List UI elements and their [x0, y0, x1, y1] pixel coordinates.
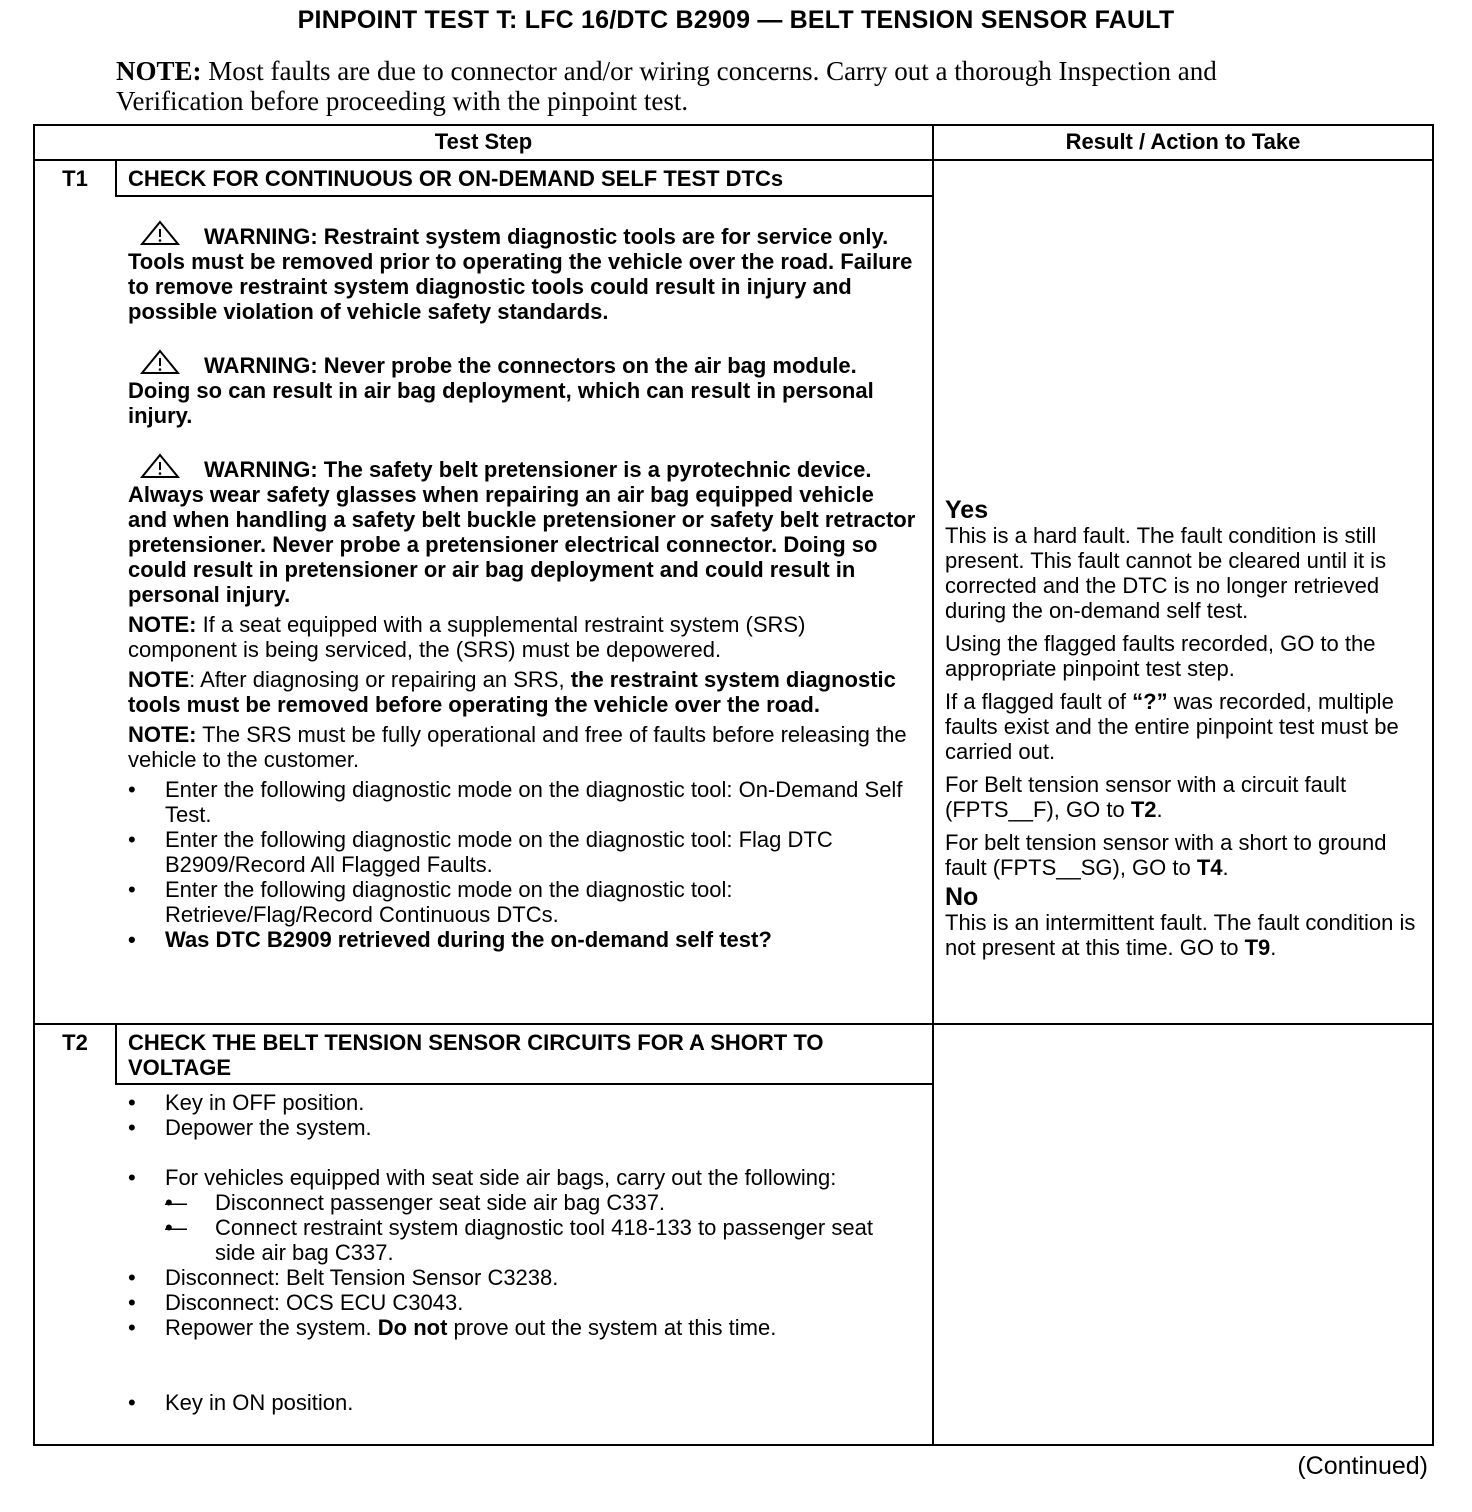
- step-title-t1: CHECK FOR CONTINUOUS OR ON-DEMAND SELF TEST DTCs: [128, 166, 784, 191]
- no-text-b: .: [1270, 935, 1277, 960]
- list-item: • Enter the following diagnostic mode on the diagnostic tool: Flag DTC B2909/Record All Flagged Faults.: [128, 827, 918, 877]
- warning-triangle-icon: [140, 453, 180, 479]
- list-item: • Enter the following diagnostic mode on the diagnostic tool: Retrieve/Flag/Record Continuous DTCs.: [128, 877, 918, 927]
- t2-bullet-list: [128, 1090, 918, 1415]
- no-text-a: This is an intermittent fault. The fault condition is not present at this time. GO to: [945, 910, 1416, 960]
- list-item: [128, 1315, 918, 1340]
- warning-1-text: WARNING: Restraint system diagnostic tools are for service only. Tools must be removed prior to operating the vehicle over the road. Failure to remove restraint system diagnostic tools could result in injury and possible violation of vehicle safety standards.: [128, 224, 913, 324]
- note-2-bold: the restraint system diagnostic tools must be removed before operating the vehicle over the road: [128, 667, 896, 717]
- id-divider-t1: [115, 160, 117, 197]
- note-1-label: NOTE:: [128, 612, 197, 637]
- list-item: • Key in ON position.: [128, 1390, 918, 1415]
- b6-text-b: prove out the system at this time.: [447, 1315, 777, 1340]
- t1-bullet-list: [128, 777, 918, 952]
- note-3-text: The SRS must be fully operational and free of faults before releasing the vehicle to the customer.: [128, 722, 907, 772]
- yes-text-4b: .: [1156, 797, 1163, 822]
- b6-text-a: Repower the system.: [165, 1315, 378, 1340]
- warning-2-text: WARNING: Never probe the connectors on the air bag module. Doing so can result in air bag deployment, which can result in personal injury.: [128, 353, 874, 428]
- step-id-t1: T1: [62, 166, 88, 191]
- yes-text-3b: was recorded, multiple faults exist and the entire pinpoint test must be carried out.: [945, 689, 1399, 764]
- column-divider: [932, 124, 934, 1446]
- list-item: • Disconnect: Belt Tension Sensor C3238.: [128, 1265, 918, 1290]
- t1-result: [945, 497, 1429, 960]
- yes-text-4a: For Belt tension sensor with a circuit fault (FPTS__F), GO to: [945, 772, 1347, 822]
- no-label: No: [945, 883, 979, 911]
- warning-1: [128, 220, 918, 324]
- intro-note-text: Most faults are due to connector and/or wiring concerns. Carry out a thorough Inspection and Verification before proceeding with the pinpoint test.: [116, 56, 1217, 116]
- warning-triangle-icon: [140, 220, 180, 246]
- list-item: • Disconnect: OCS ECU C3043.: [128, 1290, 918, 1315]
- yes-text-2: Using the flagged faults recorded, GO to the appropriate pinpoint test step.: [945, 631, 1376, 681]
- yes-text-3: [945, 689, 1429, 764]
- page-title: PINPOINT TEST T: LFC 16/DTC B2909 — BELT TENSION SENSOR FAULT: [297, 6, 1175, 34]
- dash-icon: • —: [165, 1215, 187, 1240]
- yes-label: Yes: [945, 496, 989, 524]
- yes-text-5a: For belt tension sensor with a short to ground fault (FPTS__SG), GO to: [945, 830, 1387, 880]
- list-item-text: For vehicles equipped with seat side air bags, carry out the following:: [165, 1165, 837, 1190]
- intro-note: [116, 56, 1236, 116]
- note-3-label: NOTE:: [128, 722, 197, 747]
- warning-2: [128, 349, 918, 428]
- yes-text-4: [945, 772, 1429, 822]
- list-item: [128, 1165, 918, 1265]
- b6-text-bold: Do not: [377, 1315, 448, 1340]
- header-result-action: Result / Action to Take: [1065, 129, 1301, 154]
- note-2-label: NOTE: [128, 667, 190, 692]
- t2-title-rule: [115, 1083, 934, 1085]
- goto-t2: T2: [1130, 797, 1157, 822]
- yes-text-3q: “?”: [1132, 689, 1168, 714]
- note-2-end: .: [813, 692, 820, 717]
- sub-list-item: [165, 1215, 918, 1265]
- step-id-t2: T2: [62, 1030, 88, 1055]
- note-2: [128, 667, 918, 717]
- t1-question: • Was DTC B2909 retrieved during the on-demand self test?: [128, 927, 918, 952]
- t1-end-rule: [33, 1023, 1434, 1025]
- yes-text-3a: If a flagged fault of: [945, 689, 1133, 714]
- dash-icon: • —: [165, 1190, 187, 1215]
- t1-title-rule: [115, 195, 934, 197]
- goto-t4: T4: [1196, 855, 1223, 880]
- yes-text-5: [945, 830, 1429, 880]
- yes-text-5b: .: [1222, 855, 1229, 880]
- note-2-text: : After diagnosing or repairing an SRS,: [189, 667, 571, 692]
- t1-body: [128, 220, 918, 952]
- list-item: • Depower the system.: [128, 1115, 918, 1140]
- sub-list-item-text: Connect restraint system diagnostic tool 418-133 to passenger seat side air bag C337.: [215, 1215, 873, 1265]
- t2-body: [128, 1090, 918, 1415]
- note-3: [128, 722, 918, 772]
- t2-sub-list: [165, 1190, 918, 1265]
- warning-3: [128, 453, 918, 607]
- id-divider-t2: [115, 1024, 117, 1085]
- intro-note-label: NOTE:: [116, 56, 202, 86]
- sub-list-item: [165, 1190, 918, 1215]
- note-1-text: If a seat equipped with a supplemental restraint system (SRS) component is being serviced, the (SRS) must be depowered.: [128, 612, 806, 662]
- warning-triangle-icon: [140, 349, 180, 375]
- list-item: • Enter the following diagnostic mode on the diagnostic tool: On-Demand Self Test.: [128, 777, 918, 827]
- yes-text: This is a hard fault. The fault condition is still present. This fault cannot be cleared until it is corrected and the DTC is no longer retrieved during the on-demand self test.: [945, 523, 1387, 623]
- warning-3-text: WARNING: The safety belt pretensioner is a pyrotechnic device. Always wear safety glasses when repairing an air bag equipped vehicle and when handling a safety belt buckle pretensioner or safety belt retractor pretensioner. Never probe a pretensioner electrical connector. Doing so could result in pretensioner or air bag deployment and could result in personal injury.: [128, 457, 916, 607]
- header-test-step: Test Step: [434, 129, 533, 154]
- header-rule: [33, 159, 1434, 161]
- note-1: [128, 612, 918, 662]
- goto-t9: T9: [1244, 935, 1271, 960]
- list-item: • Key in OFF position.: [128, 1090, 918, 1115]
- sub-list-item-text: Disconnect passenger seat side air bag C337.: [215, 1190, 666, 1215]
- continued-label: (Continued): [1297, 1452, 1428, 1480]
- step-title-t2: CHECK THE BELT TENSION SENSOR CIRCUITS FOR A SHORT TO VOLTAGE: [128, 1030, 824, 1080]
- no-text: [945, 910, 1429, 960]
